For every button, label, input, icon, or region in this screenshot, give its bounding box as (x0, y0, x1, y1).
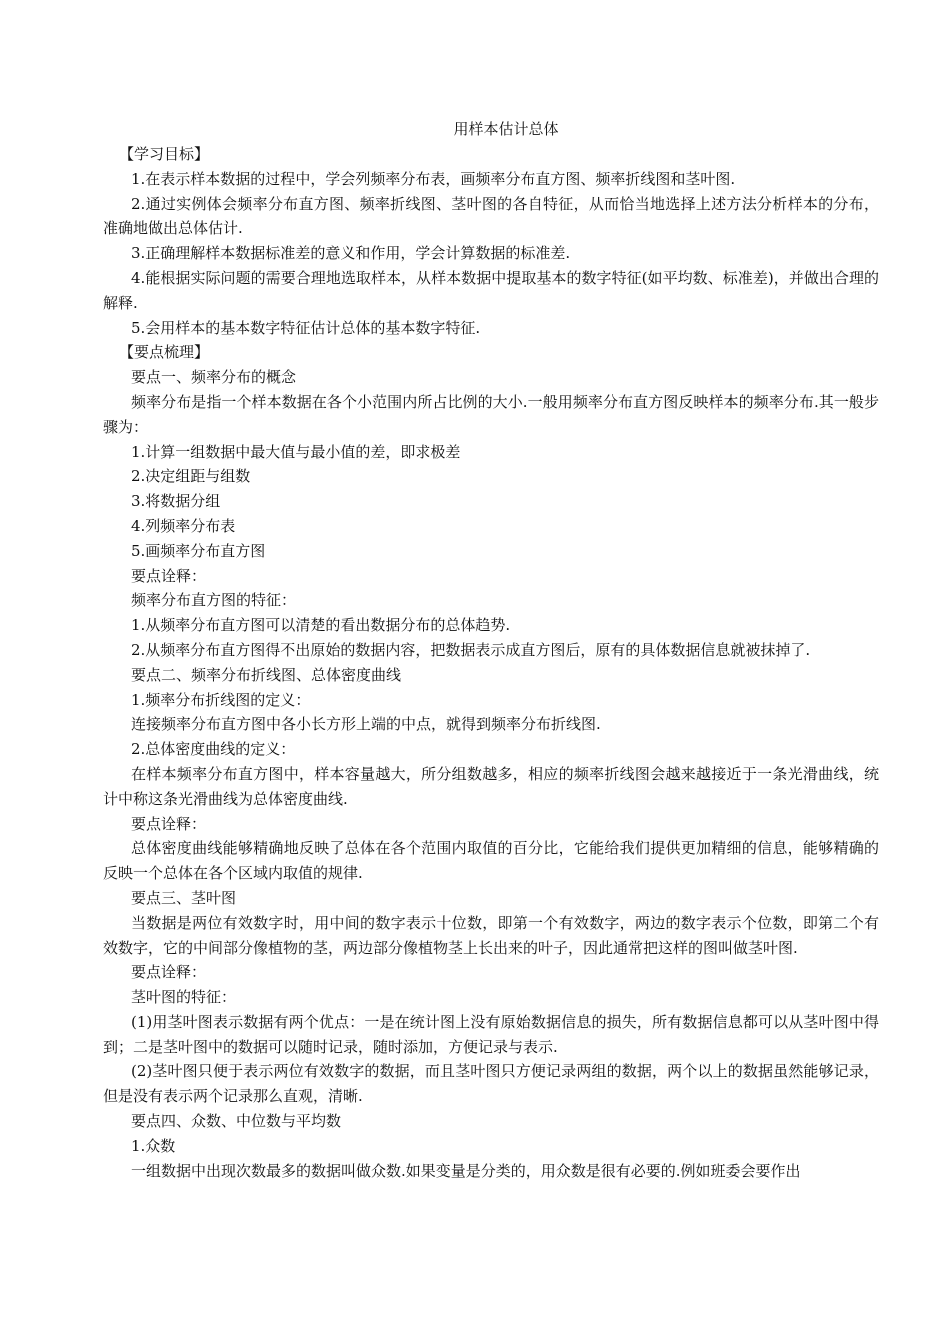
paragraph: 要点四、众数、中位数与平均数 (131, 1112, 342, 1131)
paragraph: (1)用茎叶图表示数据有两个优点：一是在统计图上没有原始数据信息的损失，所有数据信息都可以从茎叶图中得到；二是茎叶图中的数据可以随时记录，随时添加，方便记录与表示. (103, 1012, 879, 1056)
paragraph: 1.在表示样本数据的过程中，学会列频率分布表，画频率分布直方图、频率折线图和茎叶图. (131, 169, 736, 188)
document-title: 用样本估计总体 (453, 120, 559, 138)
paragraph: 一组数据中出现次数最多的数据叫做众数.如果变量是分类的，用众数是很有必要的.例如班委会要作出 (131, 1161, 801, 1180)
paragraph: 2.通过实例体会频率分布直方图、频率折线图、茎叶图的各自特征，从而恰当地选择上述方法分析样本的分布，准确地做出总体估计. (103, 194, 879, 238)
paragraph: 5.会用样本的基本数字特征估计总体的基本数字特征. (131, 318, 481, 337)
paragraph: 3.正确理解样本数据标准差的意义和作用，学会计算数据的标准差. (131, 244, 571, 263)
paragraph: 2.总体密度曲线的定义： (131, 740, 296, 759)
section-heading: 【要点梳理】 (119, 343, 210, 362)
paragraph: 1.众数 (131, 1136, 176, 1155)
paragraph: 连接频率分布直方图中各小长方形上端的中点，就得到频率分布折线图. (131, 715, 601, 734)
paragraph: 频率分布是指一个样本数据在各个小范围内所占比例的大小.一般用频率分布直方图反映样本的频率分布.其一般步骤为： (103, 392, 879, 436)
paragraph: 2.从频率分布直方图得不出原始的数据内容，把数据表示成直方图后，原有的具体数据信息就被抹掉了. (131, 640, 811, 659)
paragraph: 要点诠释： (131, 566, 207, 585)
paragraph: 当数据是两位有效数字时，用中间的数字表示十位数，即第一个有效数字，两边的数字表示个位数，即第二个有效数字，它的中间部分像植物的茎，两边部分像植物茎上长出来的叶子，因此通常把这样的图叫做茎叶图. (103, 913, 879, 957)
paragraph: 1.频率分布折线图的定义： (131, 690, 311, 709)
paragraph: 要点诠释： (131, 814, 207, 833)
paragraph: 要点诠释： (131, 963, 207, 982)
paragraph: 在样本频率分布直方图中，样本容量越大，所分组数越多，相应的频率折线图会越来越接近于一条光滑曲线，统计中称这条光滑曲线为总体密度曲线. (103, 764, 879, 808)
paragraph: 1.计算一组数据中最大值与最小值的差，即求极差 (131, 442, 461, 461)
document-body (103, 142, 879, 1183)
paragraph: 要点三、茎叶图 (131, 888, 237, 907)
paragraph: 4.能根据实际问题的需要合理地选取样本，从样本数据中提取基本的数字特征(如平均数、标准差)，并做出合理的解释. (103, 268, 879, 312)
document-content (103, 116, 879, 1183)
paragraph: 1.从频率分布直方图可以清楚的看出数据分布的总体趋势. (131, 616, 511, 635)
paragraph: 5.画频率分布直方图 (131, 541, 266, 560)
paragraph: 3.将数据分组 (131, 492, 221, 511)
paragraph: 茎叶图的特征： (131, 988, 237, 1007)
paragraph: (2)茎叶图只便于表示两位有效数字的数据，而且茎叶图只方便记录两组的数据，两个以上的数据虽然能够记录，但是没有表示两个记录那么直观，清晰. (103, 1062, 879, 1106)
paragraph: 要点一、频率分布的概念 (131, 368, 297, 387)
paragraph: 总体密度曲线能够精确地反映了总体在各个范围内取值的百分比，它能给我们提供更加精细的信息，能够精确的反映一个总体在各个区域内取值的规律. (103, 839, 879, 883)
paragraph: 要点二、频率分布折线图、总体密度曲线 (131, 665, 402, 684)
section-heading: 【学习目标】 (119, 145, 210, 163)
paragraph: 4.列频率分布表 (131, 516, 236, 535)
paragraph: 频率分布直方图的特征： (131, 591, 297, 610)
paragraph: 2.决定组距与组数 (131, 467, 251, 486)
